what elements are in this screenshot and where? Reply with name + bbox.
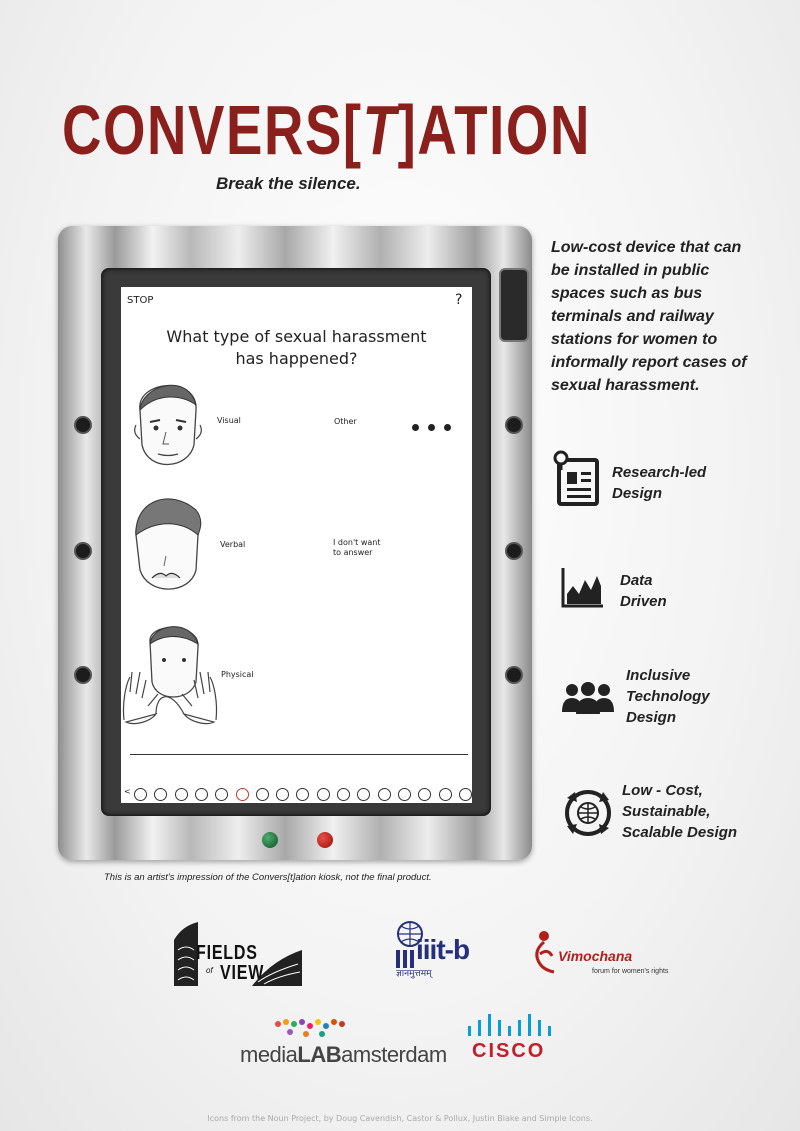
fields-of-view-text: VIEW	[220, 962, 265, 984]
feature-line: Design	[626, 709, 677, 726]
research-document-icon	[553, 450, 601, 506]
progress-dot[interactable]	[378, 788, 391, 801]
question-line: has happened?	[235, 349, 358, 368]
progress-dot[interactable]	[236, 788, 249, 801]
feature-line: Data	[620, 572, 653, 589]
medialab-logo: mediaLABamsterdam	[240, 1042, 447, 1067]
progress-dot[interactable]	[357, 788, 370, 801]
visual-face-sketch[interactable]	[128, 370, 208, 480]
people-group-icon	[562, 682, 614, 716]
description-line: stations for women to	[551, 331, 718, 348]
feature-inclusive	[626, 665, 710, 728]
feature-low-cost	[622, 780, 737, 843]
bolt	[505, 542, 523, 560]
option-physical[interactable]: Physical	[221, 670, 254, 679]
feature-line: Driven	[620, 593, 667, 610]
bolt	[74, 542, 92, 560]
progress-dot[interactable]	[256, 788, 269, 801]
vimochana-figure-icon	[530, 930, 560, 976]
feature-line: Sustainable,	[622, 803, 711, 820]
progress-dot[interactable]	[175, 788, 188, 801]
iiitb-motto: ज्ञानमुत्तमम्	[396, 969, 432, 979]
progress-dot[interactable]	[439, 788, 452, 801]
kiosk-caption: This is an artist's impression of the Convers[t]ation kiosk, not the final product.	[104, 872, 432, 883]
recycle-globe-icon	[563, 788, 613, 838]
question-line: What type of sexual harassment	[166, 327, 427, 346]
progress-dot[interactable]	[296, 788, 309, 801]
help-button[interactable]: ?	[455, 292, 463, 308]
progress-indicator	[124, 787, 470, 801]
description-line: sexual harassment.	[551, 377, 700, 394]
area-chart-icon	[561, 566, 605, 610]
green-button[interactable]	[262, 832, 278, 848]
option-other[interactable]: Other	[334, 417, 357, 426]
fields-of-view-text: FIELDS	[196, 942, 258, 964]
bolt	[74, 666, 92, 684]
progress-dot[interactable]	[317, 788, 330, 801]
bolt	[505, 666, 523, 684]
prev-arrow-icon[interactable]: <	[124, 787, 131, 796]
verbal-face-sketch[interactable]	[126, 490, 210, 600]
option-verbal[interactable]: Verbal	[220, 540, 246, 549]
bolt	[505, 416, 523, 434]
vimochana-name: Vimochana	[558, 948, 633, 964]
divider	[130, 754, 468, 755]
progress-dot[interactable]	[215, 788, 228, 801]
iiitb-text: iiit-b	[416, 934, 470, 965]
progress-dot[interactable]	[276, 788, 289, 801]
progress-dot[interactable]	[154, 788, 167, 801]
more-dots-icon[interactable]	[412, 416, 460, 435]
progress-dot[interactable]	[418, 788, 431, 801]
page-title: CONVERS[T]ATION	[62, 91, 591, 169]
description-line: Low-cost device that can	[551, 239, 742, 256]
vimochana-subtitle: forum for women's rights	[592, 968, 669, 975]
description-line: spaces such as bus	[551, 285, 703, 302]
icon-credits: Icons from the Noun Project, by Doug Cavendish, Castor & Pollux, Justin Blake and Simple Icons.	[207, 1114, 593, 1123]
feature-line: Design	[612, 485, 663, 502]
description-line: informally report cases of	[551, 354, 747, 371]
red-button[interactable]	[317, 832, 333, 848]
progress-dot[interactable]	[195, 788, 208, 801]
option-no-answer-line: to answer	[333, 548, 373, 557]
description-line: terminals and railway	[551, 308, 714, 325]
card-slot	[499, 268, 529, 342]
feature-data	[620, 570, 667, 612]
bolt	[74, 416, 92, 434]
cisco-text: CISCO	[472, 1040, 546, 1062]
option-no-answer[interactable]	[333, 538, 380, 558]
progress-dot[interactable]	[134, 788, 147, 801]
feature-line: Low - Cost,	[622, 782, 703, 799]
question-text	[121, 326, 472, 370]
progress-dot[interactable]	[398, 788, 411, 801]
option-visual[interactable]: Visual	[217, 416, 241, 425]
medialab-dots-icon	[272, 1018, 352, 1044]
description-line: be installed in public	[551, 262, 710, 279]
option-no-answer-line: I don't want	[333, 538, 381, 547]
fields-of-view-of: of	[206, 966, 213, 975]
physical-face-sketch[interactable]	[120, 622, 220, 732]
feature-line: Technology	[626, 688, 710, 705]
progress-dot[interactable]	[337, 788, 350, 801]
description	[551, 236, 761, 397]
feature-research	[612, 462, 706, 504]
cisco-bars-icon	[466, 1014, 554, 1038]
feature-line: Scalable Design	[622, 824, 738, 841]
feature-line: Research-led	[612, 464, 707, 481]
feature-line: Inclusive	[626, 667, 691, 684]
tagline: Break the silence.	[216, 174, 361, 193]
progress-dot[interactable]	[459, 788, 472, 801]
stop-button[interactable]: STOP	[127, 295, 154, 306]
